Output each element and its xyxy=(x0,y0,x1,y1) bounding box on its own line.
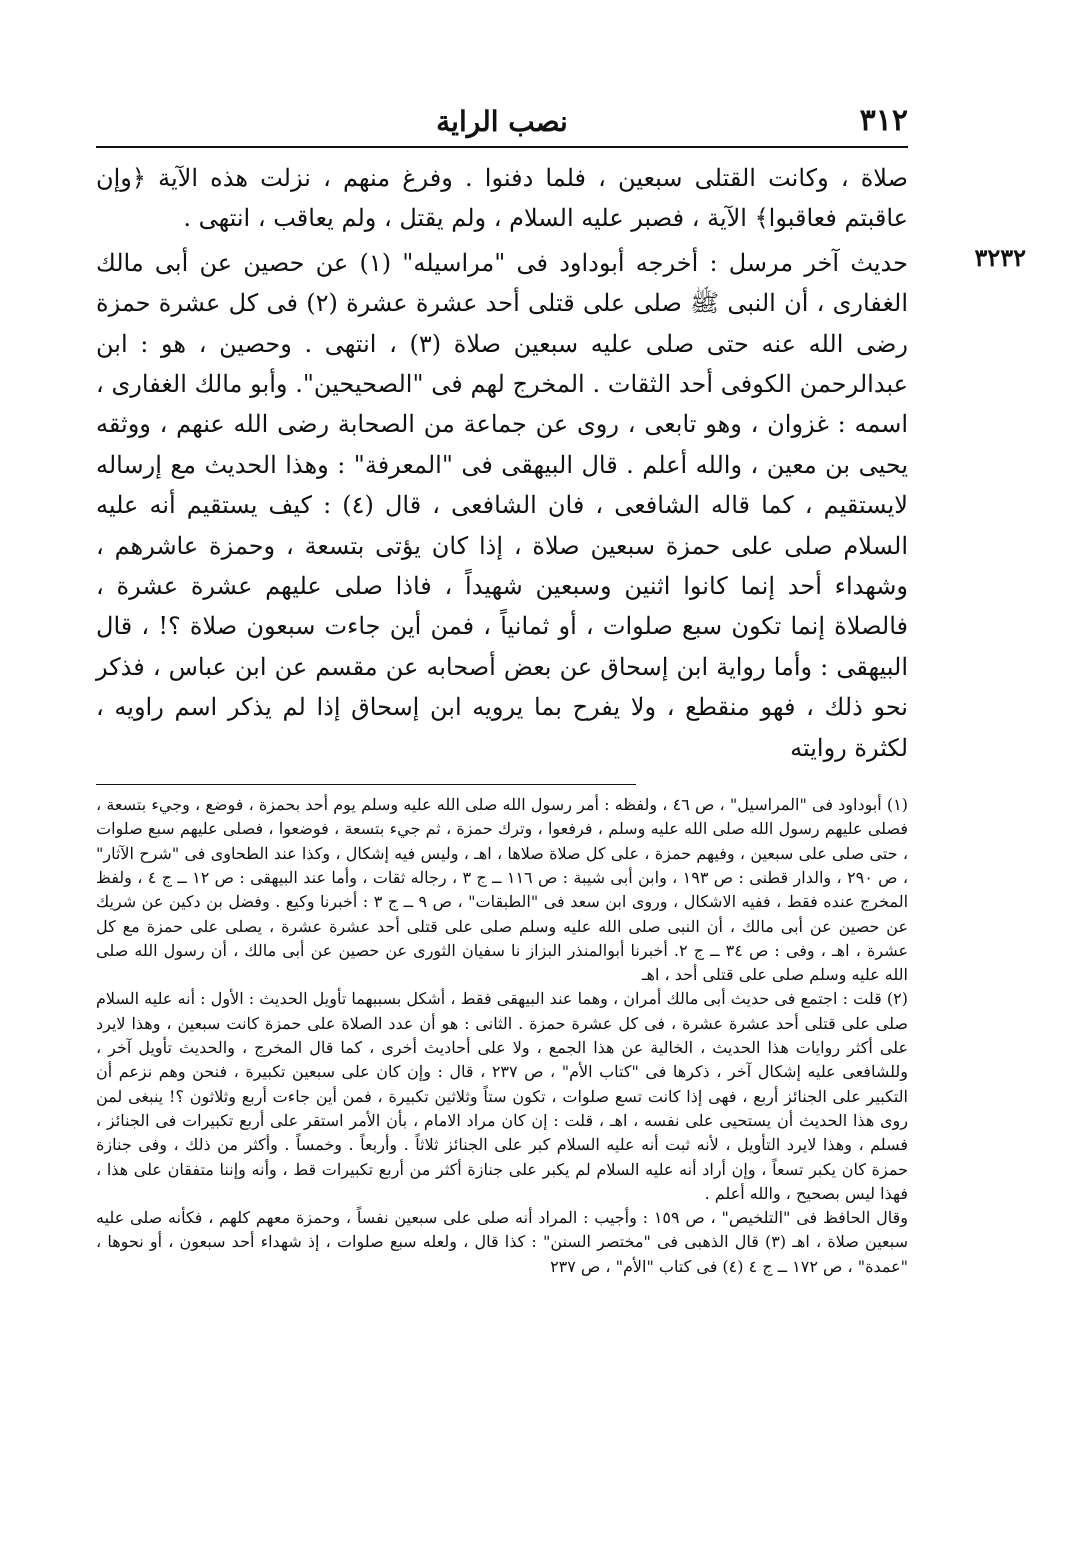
footnote-1: (١) أبوداود فى "المراسيل" ، ص ٤٦ ، ولفظه : أمر رسول الله صلى الله عليه وسلم يوم أحد بحمزة ، فوضع ، وجيء بتسعة ، فصلى عليهم رسول الله صلى الله عليه وسلم ، فرفعوا ، وترك حمزة ، ثم جيء بتسعة ، فوضعوا ، فصلى عليهم سبع صلوات ، حتى صلى على سبعين ، وفيهم حمزة ، على كل صلاة صلاها ، اهـ ، وليس فيه إشكال ، وكذا عند الطحاوى فى "شرح الآثار" ، ص ٢٩٠ ، والدار قطنى : ص ١٩٣ ، وابن أبى شيبة : ص ١١٦ ــ ج ٣ ، رجاله ثقات ، وأما عند البيهقى : ص ١٢ ــ ج ٤ ، ولفظ المخرج عنده فقط ، ففيه الاشكال ، وروى ابن سعد فى "الطبقات" ، ص ٩ ــ ج ٣ : أخبرنا وكيع . وفضل بن دكين عن شريك عن حصين عن أبى مالك ، أن النبى صلى الله عليه وسلم صلى على قتلى أحد عشرة عشرة ، يصلى على حمزة مع كل عشرة ، اهـ ، وفى : ص ٣٤ ــ ج ٢. أخبرنا أبوالمنذر البزاز نا سفيان الثورى عن حصين عن أبى مالك ، أن رسول الله صلى الله عليه وسلم صلى على قتلى أحد ، اهـ xyxy=(96,795,909,985)
footnote-2: (٢) قلت : اجتمع فى حديث أبى مالك أمران ، وهما عند البيهقى فقط ، أشكل بسببهما تأويل الحديث : الأول : أنه عليه السلام صلى على قتلى أحد عشرة عشرة ، فى كل عشرة حمزة . الثانى : هو أن عدد الصلاة على حمزة كانت سبعين ، وهذا لايرد على أكثر روايات هذا الحديث ، الخالية عن هذا الجمع ، ولا على أحاديث أخرى ، كما قال المخرج ، والحديث تأويل آخر ، وللشافعى عليه إشكال آخر ، ذكرها فى "كتاب الأم" ، ص ٢٣٧ ، قال : وإن كان على سبعين تكبيرة ، فنحن وهم نزعم أن التكبير على الجنائز أربع ، فهى إذا كانت تسع صلوات ، تكون ستاً وثلاثين تكبيرة ، فمن أين جاءت أربع وثلاثون ؟! ينبغى لمن روى هذا الحديث أن يستحيى على نفسه ، اهـ ، قلت : إن كان مراد الامام ، بأن الأمر استقر على أربع تكبيرات فى الجنائز ، فسلم ، وهذا لايرد التأويل ، لأنه ثبت أنه عليه السلام كبر على الجنائز ثلاثاً . وأربعاً . وخمساً . وأكثر من ذلك ، وفى جنازة حمزة كان يكبر تسعاً ، وإن أراد أنه عليه السلام لم يكبر على جنازة أكثر من أربع تكبيرات قط ، وأنه وإننا متفقان على هذا ، فهذا ليس بصحيح ، والله أعلم . xyxy=(96,989,908,1203)
hadith-number: ٣٢٣٢ xyxy=(974,242,1026,272)
document-page xyxy=(96,96,1026,1279)
page-header xyxy=(96,96,908,148)
main-text xyxy=(96,158,1026,768)
running-title: نصب الراية xyxy=(436,105,568,138)
hadith-block xyxy=(96,242,1026,768)
footnotes xyxy=(96,793,908,1279)
page-number: ٣١٢ xyxy=(859,103,908,138)
footnote-3: وقال الحافظ فى "التلخيص" ، ص ١٥٩ : وأجيب : المراد أنه صلى على سبعين نفساً ، وحمزة معهم كلهم ، فكأنه صلى عليه سبعين صلاة ، اهـ (٣) قال الذهبى فى "مختصر السنن" : كذا قال ، ولعله سبع صلوات ، إذ شهداء أحد سبعون ، أو نحوها ، "عمدة" ، ص ١٧٢ ــ ج ٤ (٤) فى كتاب "الأم" ، ص ٢٣٧ xyxy=(96,1208,908,1276)
paragraph-2: حديث آخر مرسل : أخرجه أبوداود فى "مراسيله" (١) عن حصين عن أبى مالك الغفارى ، أن النبى ﷺ صلى على قتلى أحد عشرة عشرة (٢) فى كل عشرة حمزة رضى الله عنه حتى صلى عليه سبعين صلاة (٣) ، انتهى . وحصين ، هو : ابن عبدالرحمن الكوفى أحد الثقات . المخرج لهم فى "الصحيحين". وأبو مالك الغفارى ، اسمه : غزوان ، وهو تابعى ، روى عن جماعة من الصحابة رضى الله عنهم ، ووثقه يحيى بن معين ، والله أعلم . قال البيهقى فى "المعرفة" : وهذا الحديث مع إرساله لايستقيم ، كما قاله الشافعى ، فان الشافعى ، قال (٤) : كيف يستقيم أنه عليه السلام صلى على حمزة سبعين صلاة ، إذا كان يؤتى بتسعة ، وحمزة عاشرهم ، وشهداء أحد إنما كانوا اثنين وسبعين شهيداً ، فاذا صلى عليهم عشرة عشرة ، فالصلاة إنما تكون سبع صلوات ، أو ثمانياً ، فمن أين جاءت سبعون صلاة ؟! ، قال البيهقى : وأما رواية ابن إسحاق عن بعض أصحابه عن مقسم عن ابن عباس ، فذكر نحو ذلك ، فهو منقطع ، ولا يفرح بما يرويه ابن إسحاق إذا لم يذكر اسم راويه ، لكثرة روايته xyxy=(96,248,909,762)
footnote-divider xyxy=(96,784,636,785)
paragraph-1: صلاة ، وكانت القتلى سبعين ، فلما دفنوا . وفرغ منهم ، نزلت هذه الآية ﴿وإن عاقبتم فعاقبوا﴾ الآية ، فصبر عليه السلام ، ولم يقتل ، ولم يعاقب ، انتهى . xyxy=(96,164,908,233)
